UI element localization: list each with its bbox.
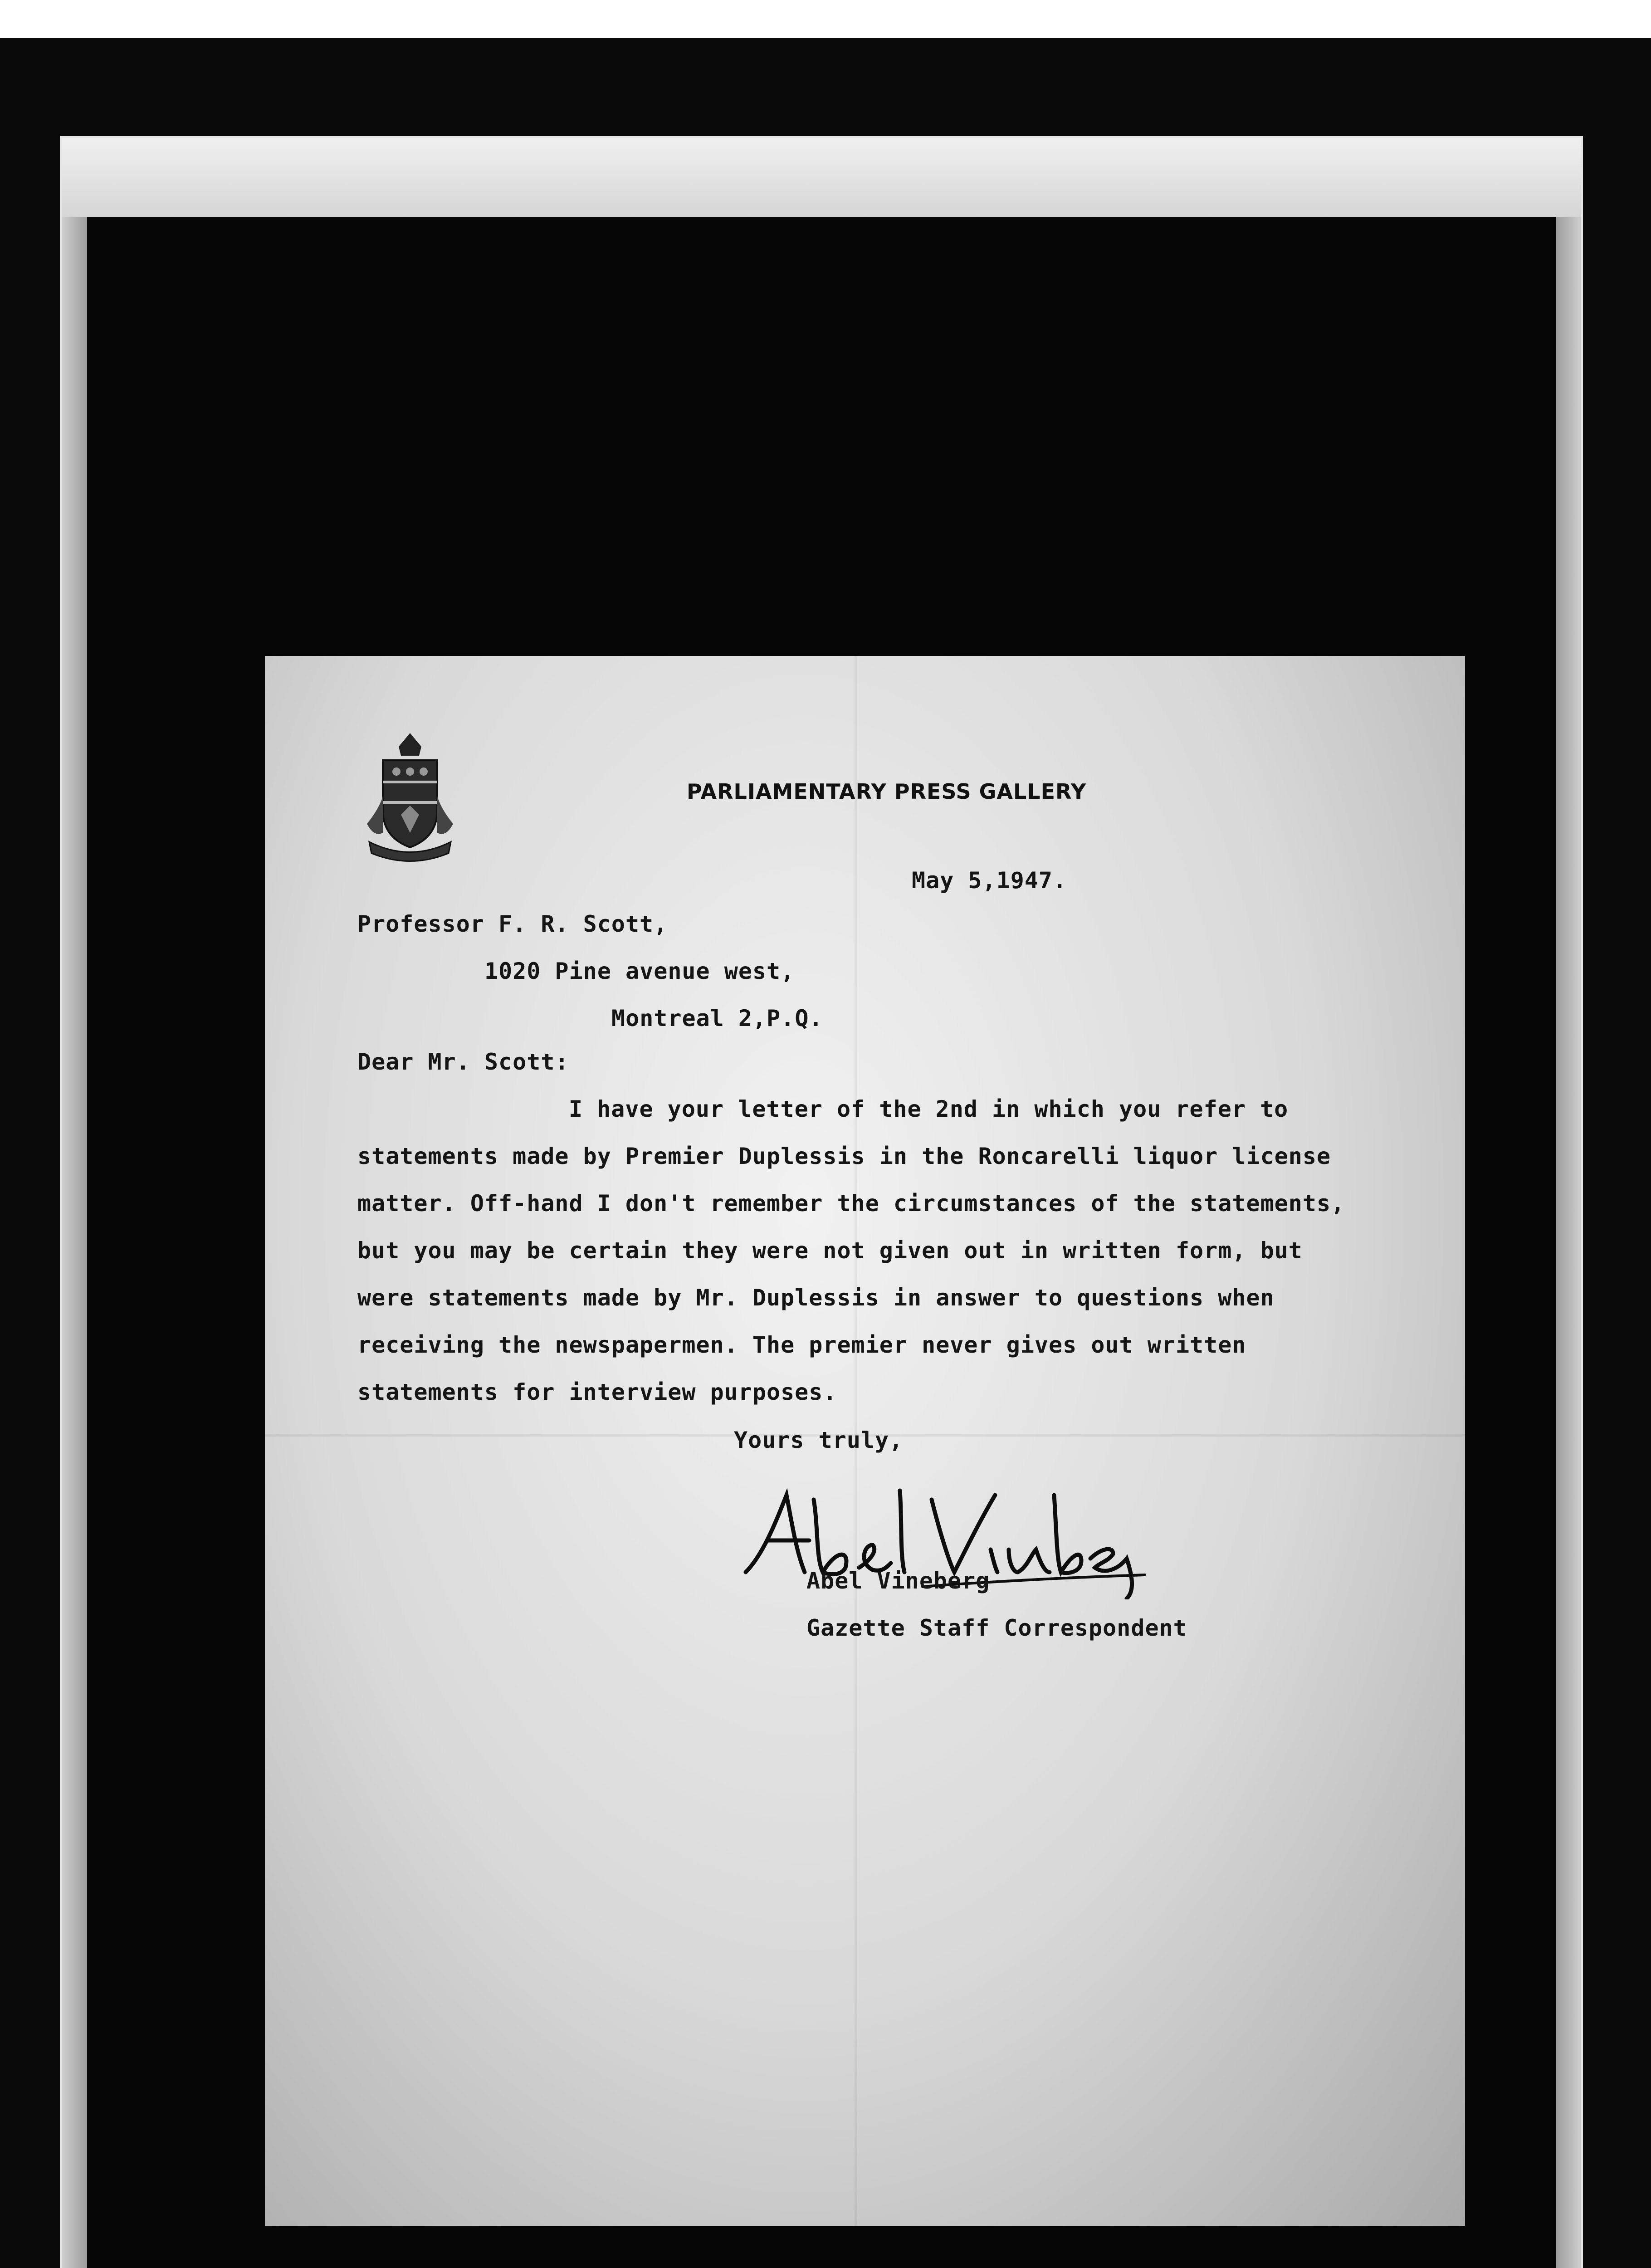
body-line: were statements made by Mr. Duplessis in answer to questions when xyxy=(357,1285,1275,1311)
frame-top-edge xyxy=(62,138,1581,217)
body-line: I have your letter of the 2nd in which you refer to xyxy=(569,1096,1289,1122)
closing: Yours truly, xyxy=(734,1427,904,1453)
body-line: matter. Off-hand I don't remember the circumstances of the statements, xyxy=(357,1190,1345,1217)
body-line: statements for interview purposes. xyxy=(357,1379,837,1405)
letter-page xyxy=(265,656,1465,2226)
body-line: statements made by Premier Duplessis in the Roncarelli liquor license xyxy=(357,1143,1331,1169)
recipient-city: Montreal 2,P.Q. xyxy=(611,1005,823,1031)
body-line: but you may be certain they were not given out in written form, but xyxy=(357,1237,1303,1264)
letterhead-title: PARLIAMENTARY PRESS GALLERY xyxy=(687,779,1087,804)
sender-name: Abel Vineberg xyxy=(806,1568,990,1594)
salutation: Dear Mr. Scott: xyxy=(357,1049,569,1075)
frame-right-edge xyxy=(1556,217,1581,2268)
letter-date: May 5,1947. xyxy=(912,867,1067,894)
top-margin xyxy=(0,0,1651,38)
recipient-name: Professor F. R. Scott, xyxy=(357,911,668,937)
body-line: receiving the newspapermen. The premier never gives out written xyxy=(357,1332,1246,1358)
sender-title: Gazette Staff Correspondent xyxy=(806,1615,1187,1641)
coat-of-arms-icon xyxy=(356,728,464,865)
recipient-street: 1020 Pine avenue west, xyxy=(484,958,795,984)
frame-left-edge xyxy=(62,217,87,2268)
